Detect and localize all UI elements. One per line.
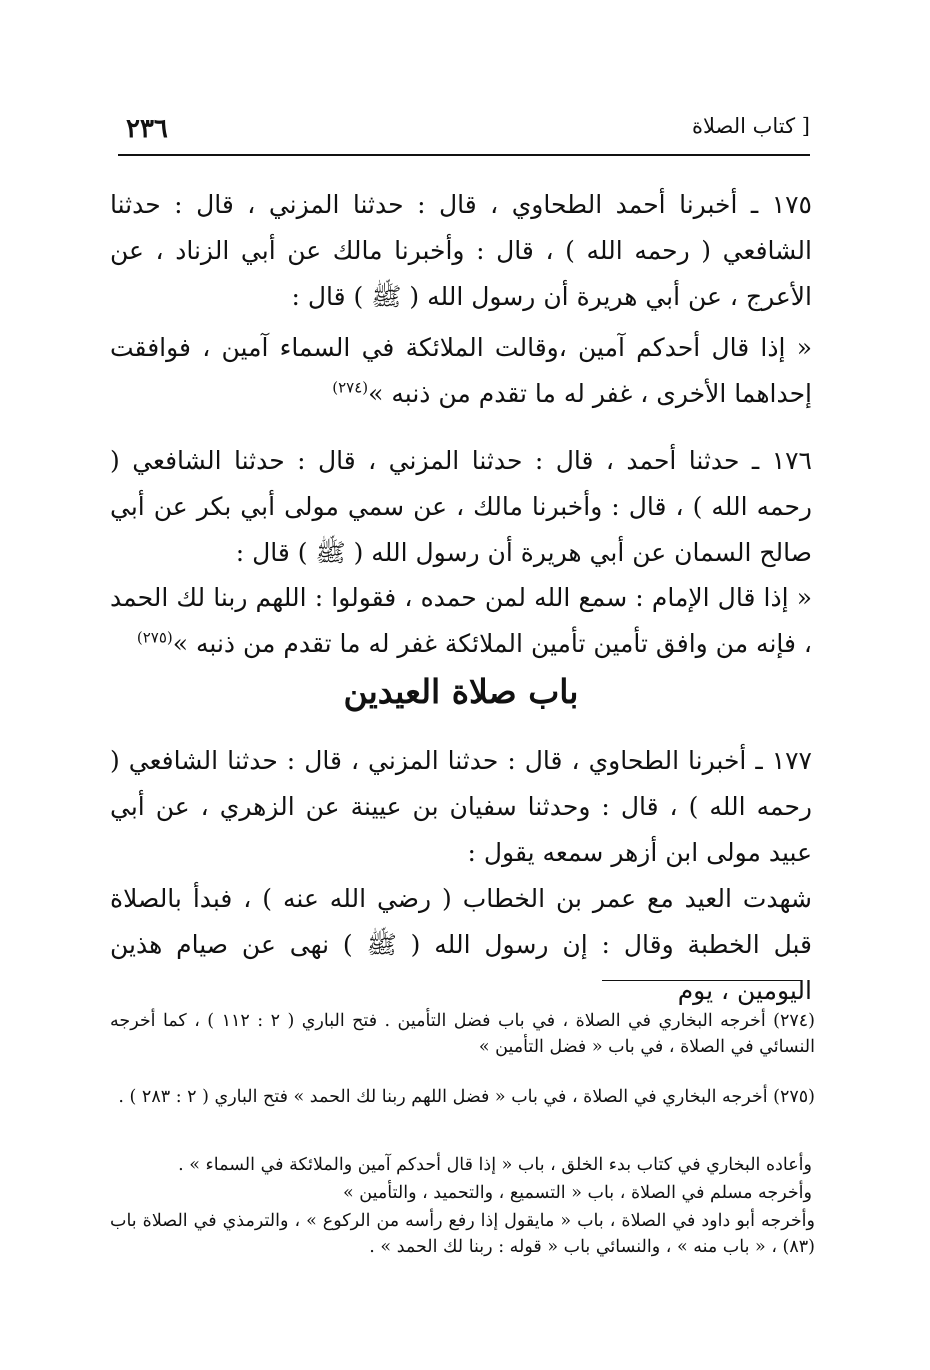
hadith-176-matn: « إذا قال الإمام : سمع الله لمن حمده ، فقولوا : اللهم ربنا لك الحمد ، فإنه من وافق تأمين تأمين الملائكة غفر له ما تقدم من ذنبه » <box>110 583 812 658</box>
hadith-175-matn: « إذا قال أحدكم آمين ،وقالت الملائكة في السماء آمين ، فوافقت إحداهما الأخرى ، غفر له ما تقدم من ذنبه » <box>110 333 812 408</box>
running-header <box>118 110 810 156</box>
footnote-275-line-3: وأخرجه مسلم في الصلاة ، باب « التسميع ، والتحميد ، والتأمين » <box>343 1183 812 1203</box>
footnote-275: (٢٧٥) أخرجه البخاري في الصلاة ، في باب « فضل اللهم ربنا لك الحمد » فتح الباري ( ٢ : ٢٨٣ ) . <box>118 1087 815 1107</box>
hadith-175-text <box>110 325 812 417</box>
hadith-175-chain: ١٧٥ ـ أخبرنا أحمد الطحاوي ، قال : حدثنا المزني ، قال : حدثنا الشافعي ( رحمه الله ) ، قال : وأخبرنا مالك عن أبي الزناد ، عن الأعرج ، عن أبي هريرة أن رسول الله ( ﷺ ) قال : <box>110 190 812 311</box>
footnote-divider <box>602 980 802 981</box>
hadith-177-chain: ١٧٧ ـ أخبرنا الطحاوي ، قال : حدثنا المزني ، قال : حدثنا الشافعي ( رحمه الله ) ، قال : وحدثنا سفيان بن عيينة عن الزهري ، عن أبي عبيد مولى ابن أزهر سمعه يقول : <box>110 746 812 867</box>
footnote-275-line-2: وأعاده البخاري في كتاب بدء الخلق ، باب « إذا قال أحدكم آمين والملائكة في السماء » . <box>178 1155 812 1175</box>
footnote-275-line-4: وأخرجه أبو داود في الصلاة ، باب « مايقول إذا رفع رأسه من الركوع » ، والترمذي في الصلاة باب (٨٣) ، « باب منه » ، والنسائي باب « قوله : ربنا لك الحمد » . <box>110 1211 815 1257</box>
hadith-176-chain: ١٧٦ ـ حدثنا أحمد ، قال : حدثنا المزني ، قال : حدثنا الشافعي ( رحمه الله ) ، قال : وأخبرنا مالك ، عن سمي مولى أبي بكر عن أبي صالح السمان عن أبي هريرة أن رسول الله ( ﷺ ) قال : <box>110 446 812 567</box>
hadith-177-text: شهدت العيد مع عمر بن الخطاب ( رضي الله عنه ) ، فبدأ بالصلاة قبل الخطبة وقال : إن رسول الله ( ﷺ ) نهى عن صيام هذين اليومين ، يوم <box>110 884 812 1005</box>
section-heading: باب صلاة العيدين <box>343 672 579 711</box>
footnote-274: (٢٧٤) أخرجه البخاري في الصلاة ، في باب فضل التأمين . فتح الباري ( ٢ : ١١٢ ) ، كما أخرجه النسائي في الصلاة ، في باب « فضل التأمين » <box>110 1011 815 1057</box>
page-number: ٢٣٦ <box>126 114 168 144</box>
footnote-ref-274: (٢٧٤) <box>332 378 369 397</box>
hadith-176-text <box>110 575 812 667</box>
footnote-ref-275: (٢٧٥) <box>136 628 173 647</box>
book-title: [ كتاب الصلاة <box>691 114 810 138</box>
